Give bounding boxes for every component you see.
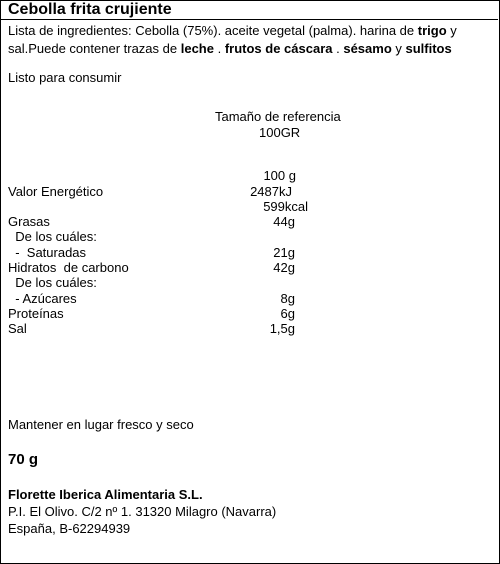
- ingredients-text: [8, 22, 494, 58]
- reference-size-amount: 100GR: [259, 125, 301, 140]
- nutrition-value: 6g: [280, 306, 295, 321]
- energy-label: Valor Energético: [8, 184, 104, 199]
- reference-size-header: Tamaño de referencia: [215, 109, 341, 124]
- nutrition-label: De los cuáles:: [8, 275, 97, 290]
- ingredients-sep: .: [213, 41, 225, 56]
- nutrition-value: 21g: [273, 245, 295, 260]
- allergen-sesamo: sésamo: [343, 41, 392, 56]
- nutrition-label: Hidratos de carbono: [8, 260, 129, 275]
- ingredients-mid: y sal.Puede contener trazas de: [8, 23, 457, 56]
- ready-to-eat-text: Listo para consumir: [8, 70, 122, 85]
- allergen-sulfitos: sulfitos: [405, 41, 452, 56]
- nutrition-label: Proteínas: [8, 306, 64, 321]
- company-address: P.I. El Olivo. C/2 nº 1. 31320 Milagro (Navarra): [8, 504, 277, 519]
- energy-kcal-value: 599kcal: [263, 199, 308, 214]
- nutrition-label: - Saturadas: [8, 245, 87, 260]
- storage-text: Mantener en lugar fresco y seco: [8, 417, 194, 432]
- company-country-id: España, B-62294939: [8, 521, 131, 536]
- title-row: [0, 0, 498, 20]
- ingredients-prefix: Lista de ingredientes: Cebolla (75%). aceite vegetal (palma). harina de: [8, 23, 418, 38]
- nutrition-label: Sal: [8, 321, 27, 336]
- product-title: Cebolla frita crujiente: [8, 1, 172, 18]
- allergen-leche: leche: [180, 41, 214, 56]
- per-100g-label: 100 g: [263, 168, 296, 183]
- nutrition-value: 1,5g: [269, 321, 295, 336]
- nutrition-label: Grasas: [8, 214, 50, 229]
- ingredients-sep: y: [391, 41, 406, 56]
- nutrition-label: - Azúcares: [8, 291, 77, 306]
- ingredients-sep: .: [332, 41, 344, 56]
- nutrition-value: 8g: [280, 291, 295, 306]
- allergen-trigo: trigo: [417, 23, 447, 38]
- energy-kj-value: 2487kJ: [250, 184, 292, 199]
- allergen-frutos: frutos de cáscara: [224, 41, 333, 56]
- nutrition-value: 44g: [273, 214, 295, 229]
- nutrition-label: De los cuáles:: [8, 229, 97, 244]
- nutrition-value: 42g: [273, 260, 295, 275]
- company-name: Florette Iberica Alimentaria S.L.: [8, 487, 203, 502]
- net-weight: 70 g: [8, 451, 39, 468]
